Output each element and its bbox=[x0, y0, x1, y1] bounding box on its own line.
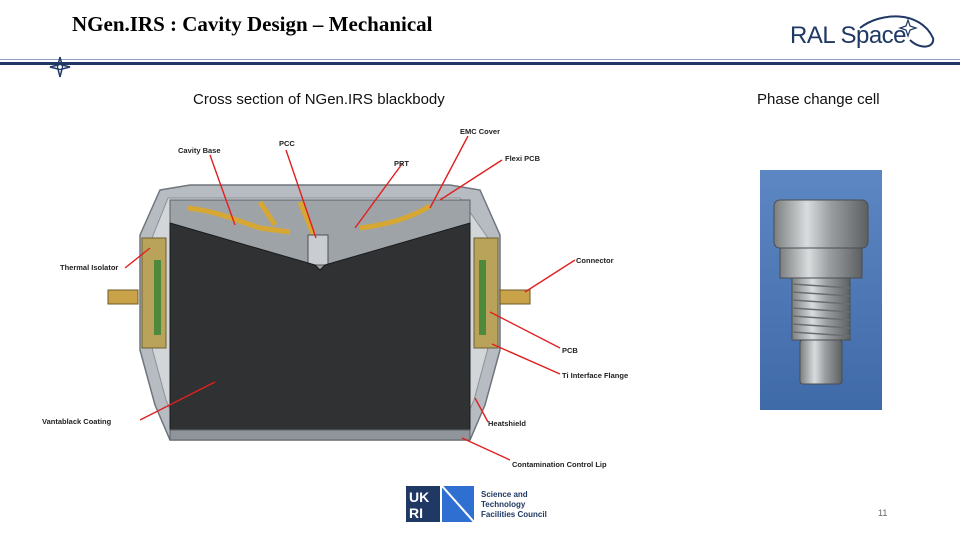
page-number: 11 bbox=[878, 508, 888, 518]
callout-ti-interface-flange: Ti Interface Flange bbox=[562, 371, 629, 380]
left-caption: Cross section of NGen.IRS blackbody bbox=[193, 91, 445, 108]
slide-title: NGen.IRS : Cavity Design – Mechanical bbox=[72, 12, 433, 36]
callout-prt: PRT bbox=[394, 159, 409, 168]
stfc-line-2: Technology bbox=[481, 500, 526, 509]
right-caption: Phase change cell bbox=[757, 91, 880, 108]
phase-change-cell-photo bbox=[760, 170, 882, 410]
callout-pcb: PCB bbox=[562, 346, 578, 355]
svg-text:UK: UK bbox=[409, 489, 430, 505]
callout-thermal-isolator: Thermal Isolator bbox=[60, 263, 119, 272]
callout-cavity-base: Cavity Base bbox=[178, 146, 221, 155]
callout-connector: Connector bbox=[576, 256, 614, 265]
callout-emc-cover: EMC Cover bbox=[460, 127, 501, 136]
callout-vantablack-coating: Vantablack Coating bbox=[42, 417, 112, 426]
blackbody-cross-section-diagram bbox=[30, 120, 670, 480]
ral-space-logo bbox=[790, 10, 940, 60]
star-decoration-icon bbox=[48, 55, 72, 79]
ukri-stfc-logo bbox=[406, 486, 566, 526]
callout-flexi-pcb: Flexi PCB bbox=[505, 154, 541, 163]
callout-heatshield: Heatshield bbox=[488, 419, 526, 428]
stfc-name bbox=[481, 490, 547, 520]
svg-text:RI: RI bbox=[409, 505, 423, 521]
logo-swoosh-icon bbox=[790, 10, 940, 60]
logo-text: RAL Space bbox=[790, 22, 907, 49]
callout-pcc: PCC bbox=[279, 139, 295, 148]
ukri-mark-icon bbox=[406, 486, 474, 522]
title-rule bbox=[0, 62, 960, 65]
stfc-line-1: Science and bbox=[481, 490, 528, 499]
callout-contamination-control-lip: Contamination Control Lip bbox=[512, 460, 607, 469]
stfc-line-3: Facilities Council bbox=[481, 510, 547, 519]
